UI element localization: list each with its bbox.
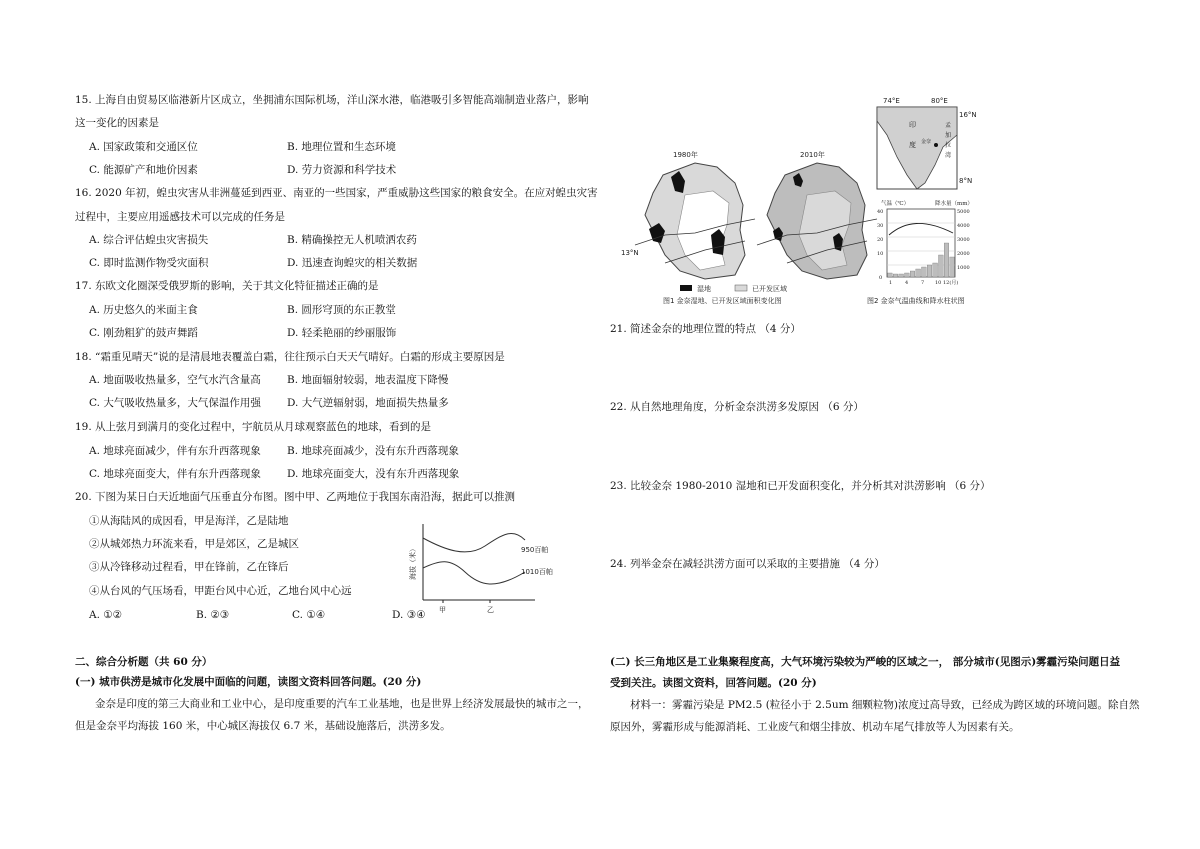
- q20-statement-1: ①从海陆风的成因看，甲是海洋，乙是陆地: [89, 515, 289, 527]
- q18-option-d: D. 大气逆辐射弱，地面损失热量多: [287, 397, 449, 409]
- chennai-city-label: 金奈: [921, 139, 932, 145]
- q16-option-b: B. 精确操控无人机喷洒农药: [287, 234, 417, 246]
- pressure-ylabel: 海拔（米）: [409, 545, 417, 580]
- part1-title: (一) 城市供涝是城市化发展中面临的问题，读图文资料回答问题。(20 分): [75, 676, 422, 688]
- q19-option-d: D. 地球亮面变大，没有东升西落现象: [287, 468, 460, 480]
- location-yi-label: 乙: [487, 606, 494, 614]
- q18-stem: 18. “霜重见晴天”说的是清晨地表覆盖白霜，往往预示白天天气晴好。白霜的形成主要原因是: [75, 351, 505, 363]
- q18-option-a: A. 地面吸收热量多，空气水汽含量高: [89, 374, 261, 386]
- q20-option-a: A. ①②: [89, 609, 123, 621]
- p-tick-3000: 3000: [957, 237, 970, 243]
- p-tick-5000: 5000: [957, 209, 970, 215]
- precip-bar: [939, 255, 944, 277]
- p-tick-4000: 4000: [957, 223, 970, 229]
- q16-option-d: D. 迅速查询蝗灾的相关数据: [287, 257, 418, 269]
- section2-title: 二、综合分析题（共 60 分）: [75, 656, 213, 668]
- precip-bar: [922, 267, 927, 277]
- bay-label-3: 拉: [945, 142, 952, 149]
- legend-wetland-swatch: [680, 285, 692, 291]
- q17-option-c: C. 刚劲粗犷的鼓声舞蹈: [89, 327, 198, 339]
- precip-bar: [905, 273, 910, 277]
- india-label-2: 度: [909, 141, 916, 149]
- month-tick-12: 12(月): [943, 280, 959, 286]
- precip-bar: [899, 274, 904, 277]
- q20-option-b: B. ②③: [196, 609, 230, 621]
- legend-developed-swatch: [735, 285, 747, 291]
- lat-16n-label: 16°N: [959, 111, 977, 119]
- q19-option-a: A. 地球亮面减少，伴有东升西落现象: [89, 445, 261, 457]
- q16-option-a: A. 综合评估蝗虫灾害损失: [89, 234, 209, 246]
- q20-option-d: D. ③④: [392, 609, 426, 621]
- q16-option-c: C. 即时监测作物受灾面积: [89, 257, 209, 269]
- precip-bar: [927, 265, 932, 277]
- part2-title-line2: 受到关注。读图文资料，回答问题。(20 分): [610, 677, 817, 689]
- map-2010-label: 2010年: [800, 151, 825, 159]
- t-tick-10: 10: [877, 251, 884, 257]
- part1-paragraph-line1: 金奈是印度的第三大商业和工业中心，是印度重要的汽车工业基地，也是世界上经济发展最快的城市之一，: [95, 698, 589, 710]
- precip-bar: [950, 257, 955, 277]
- q15-stem-line2: 这一变化的因素是: [75, 117, 159, 129]
- bay-label-1: 孟: [945, 122, 952, 129]
- pressure-profile-figure: [395, 520, 575, 615]
- month-tick-7: 7: [921, 280, 925, 286]
- location-jia-label: 甲: [439, 606, 446, 614]
- chennai-figures: [621, 95, 977, 310]
- bay-label-2: 加: [945, 132, 952, 139]
- q22-text: 22. 从自然地理角度，分析金奈洪涝多发原因 （6 分）: [610, 401, 864, 413]
- india-inset-map: [877, 97, 977, 189]
- precip-bar: [916, 269, 921, 277]
- temp-axis-label: 气温（℃）: [881, 201, 910, 207]
- india-label-1: 印: [909, 121, 916, 129]
- p-tick-2000: 2000: [957, 251, 970, 257]
- t-tick-0: 0: [879, 275, 883, 281]
- map-1980: [621, 150, 755, 279]
- q20-stem: 20. 下图为某日白天近地面气压垂直分布图。图中甲、乙两地位于我国东南沿海，据此可以推测: [75, 491, 516, 503]
- q20-statement-2: ②从城郊热力环流来看，甲是郊区，乙是城区: [89, 538, 299, 550]
- month-tick-10: 10: [935, 280, 942, 286]
- map-2010: [757, 150, 877, 279]
- part1-paragraph-line2: 但是金奈平均海拔 160 米，中心城区海拔仅 6.7 米，基础设施落后，洪涝多发。: [75, 720, 451, 732]
- q15-option-a: A. 国家政策和交通区位: [89, 141, 198, 153]
- q15-option-c: C. 能源矿产和地价因素: [89, 164, 198, 176]
- q16-stem-line2: 过程中，主要应用遥感技术可以完成的任务是: [75, 211, 285, 223]
- material1-line1: 材料一：雾霾污染是 PM2.5 (粒径小于 2.5um 细颗粒物)浓度过高导致，已经成为跨区域的环境问题。除自然: [630, 699, 1140, 711]
- q16-stem-line1: 16. 2020 年初，蝗虫灾害从非洲蔓延到西亚、南亚的一些国家，严重威胁这些国家的粮食安全。在应对蝗虫灾害: [75, 187, 598, 199]
- month-tick-1: 1: [889, 280, 893, 286]
- q21-text: 21. 简述金奈的地理位置的特点 （4 分）: [610, 323, 801, 335]
- q17-option-a: A. 历史悠久的米面主食: [89, 304, 198, 316]
- lon-80e-label: 80°E: [931, 97, 948, 105]
- q15-stem-line1: 15. 上海自由贸易区临港新片区成立，坐拥浦东国际机场，洋山深水港，临港吸引多智能高端制造业落户，影响: [75, 94, 589, 106]
- q24-text: 24. 列举金奈在减轻洪涝方面可以采取的主要措施 （4 分）: [610, 558, 885, 570]
- isobar-1010-label: 1010百帕: [521, 568, 553, 576]
- q19-stem: 19. 从上弦月到满月的变化过程中，宇航员从月球观察蓝色的地球，看到的是: [75, 421, 432, 433]
- precip-bar: [910, 271, 915, 277]
- isobar-950-label: 950百帕: [521, 546, 549, 554]
- fig1-caption: 图1 金奈湿地、已开发区域面积变化图: [663, 297, 782, 305]
- precip-bar: [893, 274, 898, 277]
- q19-option-c: C. 地球亮面变大，伴有东升西落现象: [89, 468, 261, 480]
- precip-bar: [944, 243, 949, 277]
- t-tick-20: 20: [877, 237, 884, 243]
- lon-74e-label: 74°E: [883, 97, 900, 105]
- q17-option-d: D. 轻柔艳丽的纱丽服饰: [287, 327, 397, 339]
- precip-bar: [888, 273, 893, 277]
- t-tick-30: 30: [877, 223, 884, 229]
- q20-statement-3: ③从冷锋移动过程看，甲在锋前，乙在锋后: [89, 561, 289, 573]
- month-tick-4: 4: [905, 280, 909, 286]
- lat-8n-label: 8°N: [959, 177, 973, 185]
- q15-option-b: B. 地理位置和生态环境: [287, 141, 396, 153]
- bay-label-4: 湾: [945, 152, 952, 159]
- p-tick-1000: 1000: [957, 265, 970, 271]
- legend-developed-label: 已开发区域: [752, 285, 787, 293]
- q20-statement-4: ④从台风的气压场看，甲距台风中心近，乙地台风中心远: [89, 585, 352, 597]
- climate-chart: [867, 199, 973, 305]
- q19-option-b: B. 地球亮面减少，没有东升西落现象: [287, 445, 459, 457]
- part2-title-line1: (二) 长三角地区是工业集聚程度高，大气环境污染较为严峻的区域之一， 部分城市(见图示)雾霾污染问题日益: [610, 656, 1121, 668]
- map-1980-label: 1980年: [673, 151, 698, 159]
- q17-option-b: B. 圆形穹顶的东正教堂: [287, 304, 396, 316]
- q15-option-d: D. 劳力资源和科学技术: [287, 164, 397, 176]
- t-tick-40: 40: [877, 209, 884, 215]
- q18-option-c: C. 大气吸收热量多，大气保温作用强: [89, 397, 261, 409]
- precip-bar: [933, 263, 938, 277]
- material1-line2: 原因外，雾霾形成与能源消耗、工业废气和烟尘排放、机动车尾气排放等人为因素有关。: [610, 721, 1020, 733]
- q20-option-c: C. ①④: [292, 609, 326, 621]
- legend-wetland-label: 湿地: [697, 285, 711, 293]
- q17-stem: 17. 东欧文化圈深受俄罗斯的影响，关于其文化特征描述正确的是: [75, 280, 379, 292]
- precip-axis-label: 降水量（mm）: [935, 201, 973, 207]
- lat-13n-label-1980: 13°N: [621, 249, 639, 257]
- fig2-caption: 图2 金奈气温曲线和降水柱状图: [867, 297, 965, 305]
- q23-text: 23. 比较金奈 1980-2010 湿地和已开发面积变化，并分析其对洪涝影响 （6 分）: [610, 480, 991, 492]
- q18-option-b: B. 地面辐射较弱，地表温度下降慢: [287, 374, 449, 386]
